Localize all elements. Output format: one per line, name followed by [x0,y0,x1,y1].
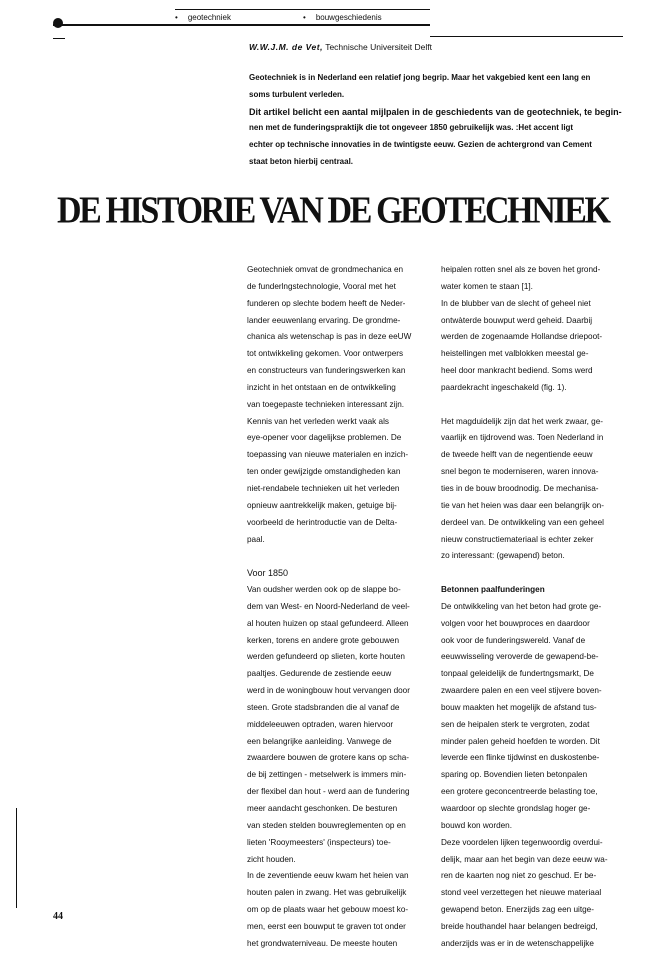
header-top-rule [175,9,430,10]
body-line: eeuwwisseling veroverde de gewapend-be- [441,652,599,662]
body-line: houten palen in zwang. Het was gebruikelijk [247,888,407,898]
header-short-rule [53,38,65,39]
paragraph-gap [441,565,627,582]
body-line: anderzijds was er in de wetenschappelijke [441,938,594,948]
intro-line: soms turbulent verleden. [249,89,345,99]
body-line: steen. Grote stadsbranden die al vanaf de [247,702,400,712]
author-line [249,42,432,52]
body-line: Deze voordelen lijken tegenwoordig overdui- [441,837,603,847]
body-line: nieuw constructiemateriaal is echter zeker [441,534,594,544]
body-line: een belangrijke aanleiding. Vanwege de [247,736,392,746]
intro-line: Dit artikel belicht een aantal mijlpalen in de geschiedents van de geotechniek, te begin- [249,106,622,117]
body-line: sparing op. Bovendien lieten betonpalen [441,770,588,780]
paragraph-gap [247,548,433,565]
intro-line: staat beton hierbij centraal. [249,156,354,166]
body-line: toepassing van nieuwe materialen en inzich- [247,450,409,460]
body-line: derdeel van. De ontwikkeling van een geheel [441,517,604,527]
body-line: werden de zogenaamde Hollandse driepoot- [441,332,603,342]
header-rule-right [430,36,623,37]
body-line: paaltjes. Gedurende de zestiende eeuw [247,669,392,679]
body-line: ook voor de funderingswereld. Vanaf de [441,635,586,645]
body-line: tonpaal geleidelijk de fundertngsmarkt, De [441,669,594,679]
body-line: funderen op slechte bodem heeft de Neder- [247,298,406,308]
body-line: van toegepaste technieken interessant zijn. [247,399,405,409]
body-column-right [441,262,627,953]
body-line: water komen te staan [1]. [441,281,533,291]
body-line: voorbeeld de herintroductie van de Delta- [247,517,398,527]
intro-line: Geotechniek is in Nederland een relatief jong begrip. Maar het vakgebied kent een lang en [249,73,591,82]
paragraph-gap [441,397,627,414]
body-line: snel begon te moderniseren, waren innova- [441,467,599,477]
body-line: zicht houden. [247,854,296,864]
intro-line: nen met de funderingspraktijk die tot ongeveer 1850 gebruikelijk was. :Het accent ligt [249,123,574,133]
body-line: ten onder gewijzigde omstandigheden kan [247,467,401,477]
body-line: het grondwaterniveau. De meeste houten [247,938,398,948]
body-line: werden gefundeerd op slieten, korte houten [247,652,405,662]
body-line: de tweede helft van de negentiende eeuw [441,450,593,460]
body-line: zwaardere bouwen de grotere kans op scha- [247,753,410,763]
body-line: zo interessant: (gewapend) beton. [441,551,565,561]
body-line: de funderlngstechnologie, Vooral met het [247,281,396,291]
body-line: meer aandacht geschonken. De besturen [247,804,398,813]
body-line: bouw maakten het mogelijk de afstand tus- [441,702,597,712]
nav-item-geotechniek[interactable]: • geotechniek [175,13,231,22]
body-line: dem van West- en Noord-Nederland de veel- [247,601,410,611]
body-line: paardekracht ingeschakeld (fig. 1). [441,382,567,392]
body-line: lieten 'Rooymeesters' (inspecteurs) toe- [247,837,391,847]
body-line: werd in de woningbouw hout vervangen door [247,686,410,696]
nav-item-bouwgeschiedenis[interactable]: • bouwgeschiedenis [303,13,382,22]
body-line: zwaardere palen en een veel stijvere boven- [441,686,602,696]
body-line: der flexibel dan hout - werd aan de fundering [247,787,410,797]
body-column-left [247,262,433,953]
body-line: minder palen geheid hoefden te worden. Dit [441,736,600,746]
body-line: tot ontwikkeling gekomen. Voor ontwerpers [247,349,404,359]
intro-line: echter op technische innovaties in de twintigste eeuw. Gezien de achtergrond van Cement [249,140,592,150]
body-line: van steden stelden bouwreglementen op en [247,820,406,830]
author-name: W.W.J.M. de Vet, [249,42,323,52]
body-line: om op de plaats waar het gebouw moest ko- [247,905,409,915]
body-line: men, eerst een bouwput te graven tot onder [247,921,406,931]
body-line: leverde een flinke tijdwinst en duskostenbe- [441,753,600,763]
section-heading: Voor 1850 [247,568,289,579]
bullet-marker [53,18,63,28]
body-line: Kennis van het verleden werkt vaak als [247,416,389,426]
body-line: niet-rendabele technieken uit het verleden [247,483,400,493]
body-line: een grotere geconcentreerde belasting toe, [441,787,598,797]
body-line: In de blubber van de slecht of geheel niet [441,298,591,308]
section-heading: Betonnen paalfunderingen [441,585,545,595]
body-line: De ontwikkeling van het beton had grote ge- [441,601,602,611]
header-thick-rule [53,24,430,26]
body-line: en constructeurs van funderingswerken kan [247,366,406,376]
margin-line [16,808,17,908]
body-line: inzicht in het ontstaan en de ontwikkeling [247,382,396,392]
body-line: de bij zettingen - metselwerk is immers min- [247,770,407,780]
body-line: heel door mankracht bediend. Soms werd [441,366,593,376]
body-line: chanica als wetenschap is pas in deze eeUW [247,332,412,342]
body-line: waardoor op slechte grondslag hoger ge- [441,804,591,813]
body-line: bouwd kon worden. [441,820,513,830]
body-line: eye-opener voor dagelijkse problemen. De [247,433,402,443]
author-affiliation: Technische Universiteit Delft [325,42,432,52]
article-title: DE HISTORIE VAN DE GEOTECHNIEK [57,190,609,232]
body-line: Het magduidelijk zijn dat het werk zwaar, ge- [441,416,604,426]
body-line: middeleeuwen optraden, waren hiervoor [247,719,394,729]
body-line: ontwàterde bouwput werd geheid. Daarbij [441,315,593,325]
page-number: 44 [53,911,63,922]
body-line: vaarlijk en tijdrovend was. Toen Nederland in [441,433,604,443]
body-line: delijk, maar aan het begin van deze eeuw wa- [441,854,608,864]
body-line: Van oudsher werden ook op de slappe bo- [247,585,401,595]
body-line: kerken, torens en andere grote gebouwen [247,635,400,645]
body-line: heistellingen met valblokken meestal ge- [441,349,589,359]
body-line: In de zeventiende eeuw kwam het heien van [247,871,409,881]
body-line: tie van het heien was daar een belangrijk on- [441,500,604,510]
body-line: breide houthandel haar belangen bedreigd, [441,921,598,931]
body-line: gewapend beton. Enerzijds zag een uitge- [441,905,594,915]
body-line: sen de heipalen sterk te vergroten, zodat [441,719,590,729]
body-line: stond veel verzettegen het nieuwe materiaal [441,888,602,898]
body-line: volgen voor het bouwproces en daardoor [441,618,590,628]
body-line: ren de kaarten nog niet zo geschud. Er be- [441,871,597,881]
intro-lead [249,70,632,171]
body-line: paal. [247,534,265,544]
body-line: Geotechniek omvat de grondmechanica en [247,265,404,274]
body-line: opnieuw aantrekkelijk maken, getuige bij- [247,500,397,510]
body-line: ties in de bouw broodnodig. De mechanisa- [441,483,599,493]
body-line: al houten huizen op staal gefundeerd. Alleen [247,618,409,628]
body-line: heipalen rotten snel als ze boven het grond- [441,265,601,274]
body-line: lander eeuwenlang ervaring. De grondme- [247,315,401,325]
